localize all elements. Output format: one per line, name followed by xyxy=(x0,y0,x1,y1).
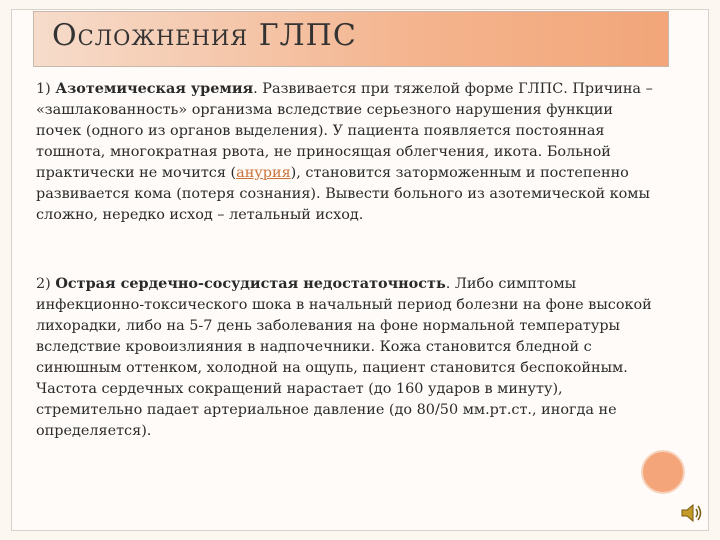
anuria-link[interactable]: анурия xyxy=(236,165,291,181)
speaker-icon[interactable] xyxy=(680,502,704,524)
item-heading: Азотемическая уремия xyxy=(55,80,254,97)
item-heading: Острая сердечно-сосудистая недостаточность xyxy=(55,275,446,292)
item-number: 2) xyxy=(36,276,56,292)
paragraph-heart-failure xyxy=(36,273,660,442)
slide-title: Осложнения ГЛПС xyxy=(52,18,357,53)
paragraph-text: ), становится заторможенным и постепенно развивается кома (потеря сознания). Вывести больного из азотемической комы сложно, нередко исход – летальный исход. xyxy=(36,165,650,223)
item-number: 1) xyxy=(36,81,56,97)
decorative-circle xyxy=(641,450,685,494)
paragraph-azotemia xyxy=(36,78,660,226)
paragraph-text: . Развивается при тяжелой форме ГЛПС. Причина – «зашлакованность» организма вследствие серьезного нарушения функции почек (одного из органов выделения). У пациента появляется постоянная тошнота, многократная рвота, не приносящая облегчения, икота. Больной практически не мочится ( xyxy=(36,81,653,181)
paragraph-text: . Либо симптомы инфекционно-токсического шока в начальный период болезни на фоне высокой лихорадки, либо на 5-7 день заболевания на фоне нормальной температуры вследствие кровоизлияния в надпочечники. Кожа становится бледной с синюшным оттенком, холодной на ощупь, пациент становится беспокойным. Частота сердечных сокращений нарастает (до 160 ударов в минуту), стремительно падает артериальное давление (до 80/50 мм.рт.ст., иногда не определяется). xyxy=(36,276,652,439)
